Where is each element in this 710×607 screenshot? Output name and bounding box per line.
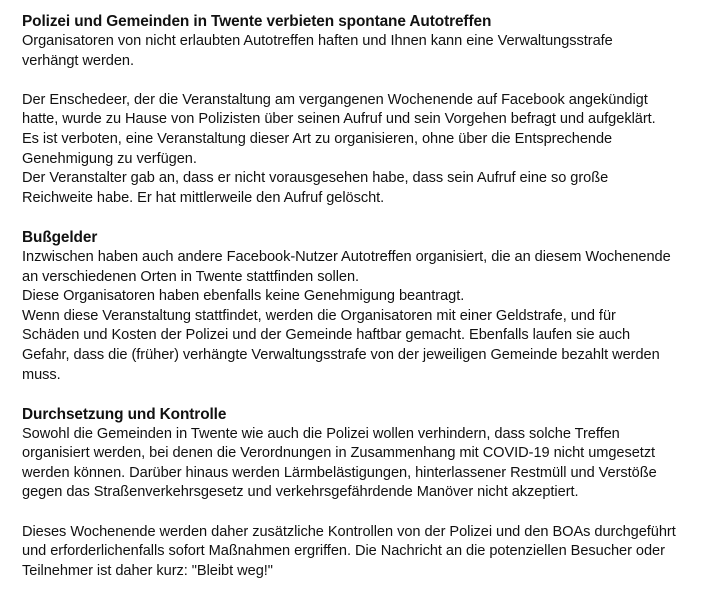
section-heading-durchsetzung: Durchsetzung und Kontrolle xyxy=(22,405,227,423)
body-line: Dieses Wochenende werden daher zusätzliche Kontrollen von der Polizei und den BOAs durchgeführt xyxy=(22,523,676,540)
body-line: Schäden und Kosten der Polizei und der Gemeinde haftbar gemacht. Ebenfalls laufen sie auch xyxy=(22,327,631,344)
section-bussgelder-text xyxy=(22,248,700,385)
body-line: muss. xyxy=(22,366,61,383)
spacer xyxy=(22,71,700,91)
body-line: Genehmigung zu verfügen. xyxy=(22,150,197,167)
article-title: Polizei und Gemeinden in Twente verbieten spontane Autotreffen xyxy=(22,13,492,30)
spacer xyxy=(22,385,700,405)
body-line: an verschiedenen Orten in Twente stattfinden sollen. xyxy=(22,268,360,285)
body-line: Wenn diese Veranstaltung stattfindet, werden die Organisatoren mit einer Geldstrafe, und für xyxy=(22,307,616,324)
body-line: Teilnehmer ist daher kurz: "Bleibt weg!" xyxy=(22,562,273,579)
body-line: gegen das Straßenverkehrsgesetz und verkehrsgefährdende Manöver nicht akzeptiert. xyxy=(22,484,579,501)
spacer xyxy=(22,503,700,523)
body-paragraph-1 xyxy=(22,91,700,209)
body-line: organisiert werden, bei denen die Verordnungen in Zusammenhang mit COVID-19 nicht umgesetzt xyxy=(22,445,656,462)
body-line: Gefahr, dass die (früher) verhängte Verwaltungsstrafe von der jeweiligen Gemeinde bezahlt werden xyxy=(22,346,660,363)
closing-paragraph xyxy=(22,523,700,582)
body-line: Inzwischen haben auch andere Facebook-Nutzer Autotreffen organisiert, die an diesem Wochenende xyxy=(22,248,671,265)
body-line: Diese Organisatoren haben ebenfalls keine Genehmigung beantragt. xyxy=(22,288,465,305)
intro-line: verhängt werden. xyxy=(22,52,134,69)
spacer xyxy=(22,208,700,228)
body-line: Sowohl die Gemeinden in Twente wie auch die Polizei wollen verhindern, dass solche Treffen xyxy=(22,425,620,442)
intro-line: Organisatoren von nicht erlaubten Autotreffen haften und Ihnen kann eine Verwaltungsstrafe xyxy=(22,33,613,49)
body-line: Der Veranstalter gab an, dass er nicht vorausgesehen habe, dass sein Aufruf eine so große xyxy=(22,170,609,187)
intro-paragraph xyxy=(22,32,700,71)
section-heading-bussgelder: Bußgelder xyxy=(22,228,98,246)
body-line: Der Enschedeer, der die Veranstaltung am vergangenen Wochenende auf Facebook angekündigt xyxy=(22,91,648,108)
body-line: Reichweite habe. Er hat mittlerweile den Aufruf gelöscht. xyxy=(22,189,385,206)
section-durchsetzung-text xyxy=(22,425,700,503)
body-line: werden können. Darüber hinaus werden Lärmbelästigungen, hinterlassener Restmüll und Verstöße xyxy=(22,464,657,481)
body-line: hatte, wurde zu Hause von Polizisten über seinen Aufruf und sein Vorgehen befragt und aufgeklärt. xyxy=(22,111,656,128)
body-line: Es ist verboten, eine Veranstaltung dieser Art zu organisieren, ohne über die Entsprechende xyxy=(22,130,613,147)
body-line: und erforderlichenfalls sofort Maßnahmen ergriffen. Die Nachricht an die potenziellen Besucher oder xyxy=(22,543,665,560)
